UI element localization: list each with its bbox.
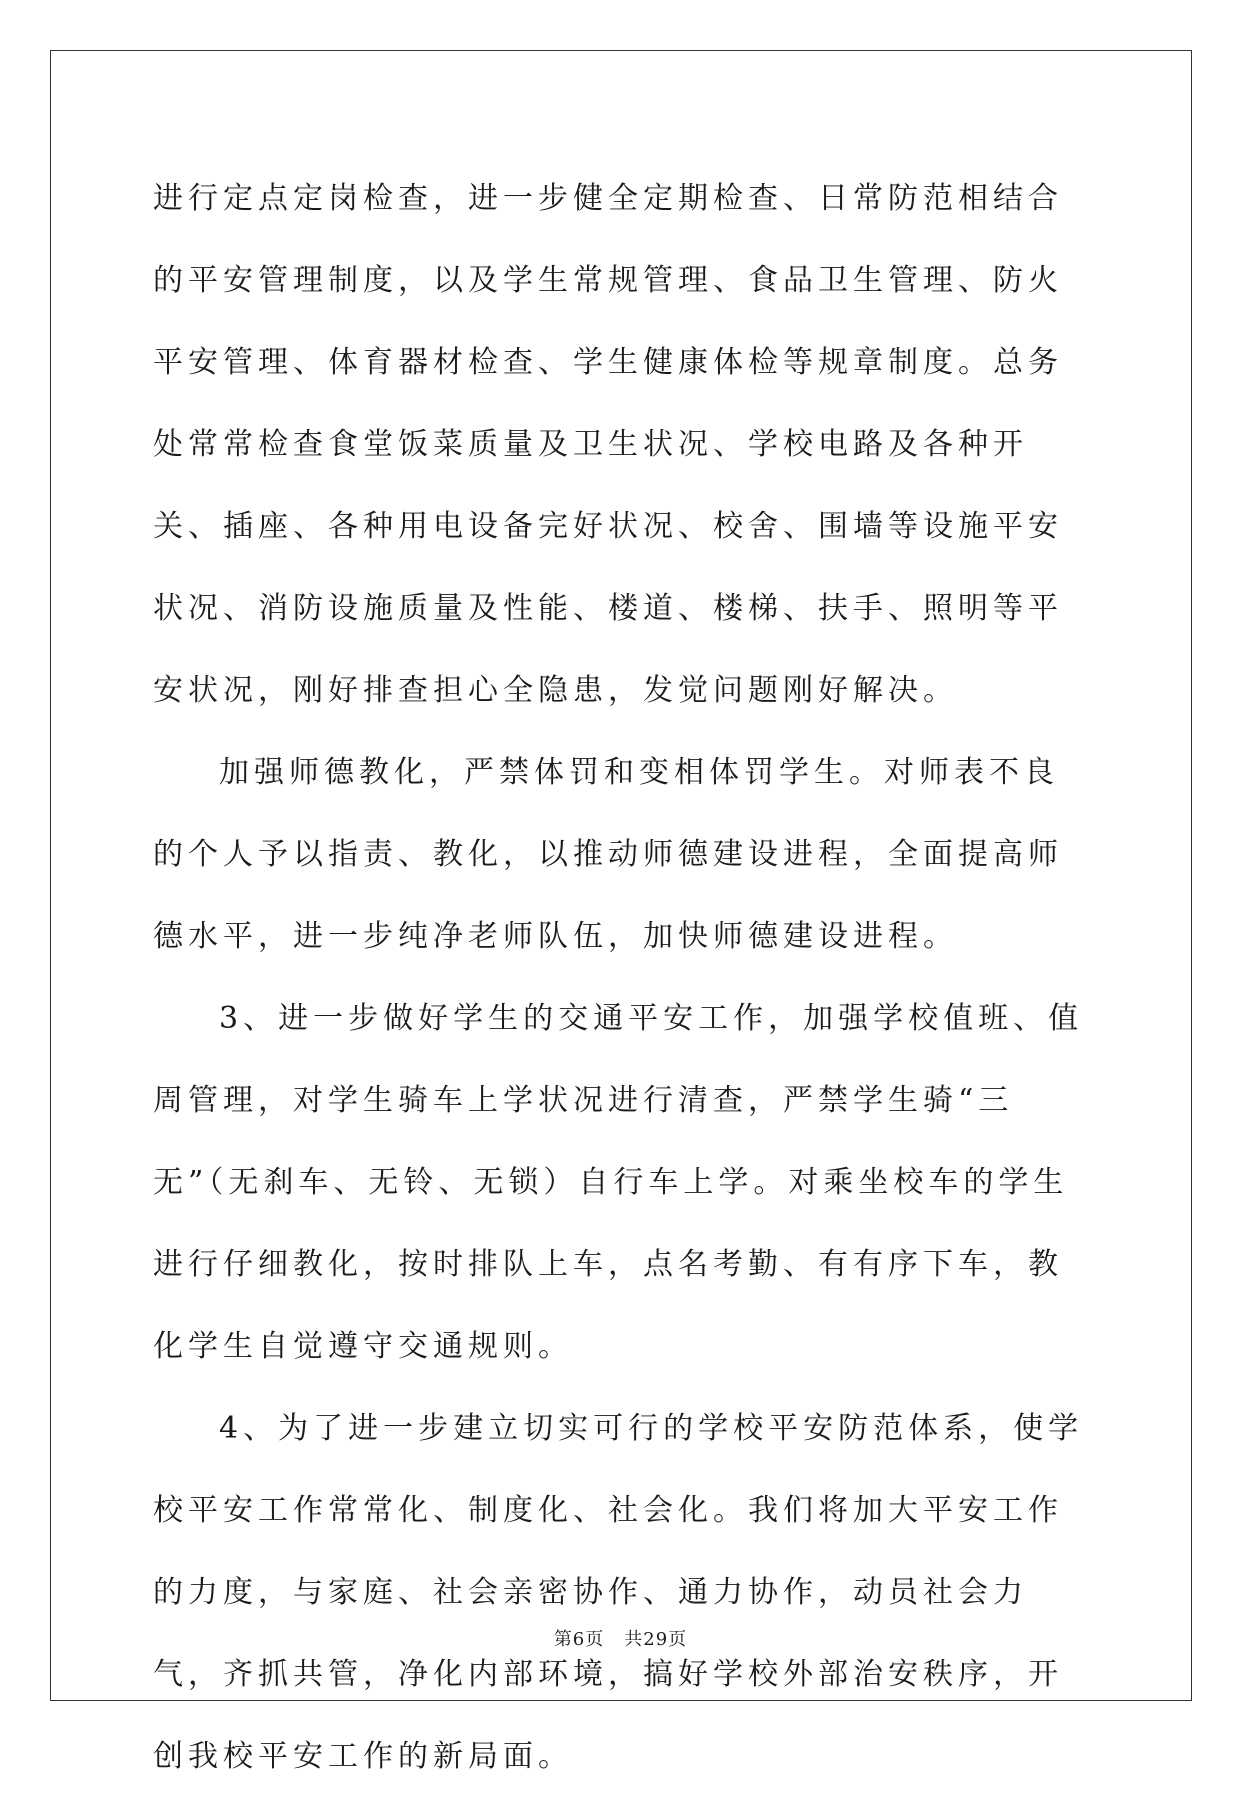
page-footer — [0, 1629, 1241, 1651]
document-body — [153, 158, 1093, 1798]
paragraph-4: 4、为了进一步建立切实可行的学校平安防范体系，使学校平安工作常常化、制度化、社会化。我们将加大平安工作的力度，与家庭、社会亲密协作、通力协作，动员社会力气，齐抓共管，净化内部环境，搞好学校外部治安秩序，开创我校平安工作的新局面。 — [153, 1411, 1084, 1774]
total-page-count: 共29页 — [624, 1629, 688, 1650]
paragraph-3: 3、进一步做好学生的交通平安工作，加强学校值班、值周管理，对学生骑车上学状况进行清查，严禁学生骑“三无”（无刹车、无铃、无锁）自行车上学。对乘坐校车的学生进行仔细教化，按时排队上车，点名考勤、有有序下车，教化学生自觉遵守交通规则。 — [153, 1001, 1084, 1364]
paragraph-2: 加强师德教化，严禁体罚和变相体罚学生。对师表不良的个人予以指责、教化，以推动师德建设进程，全面提高师德水平，进一步纯净老师队伍，加快师德建设进程。 — [153, 755, 1063, 954]
paragraph-1: 进行定点定岗检查，进一步健全定期检查、日常防范相结合的平安管理制度，以及学生常规管理、食品卫生管理、防火平安管理、体育器材检查、学生健康体检等规章制度。总务处常常检查食堂饭菜质量及卫生状况、学校电路及各种开关、插座、各种用电设备完好状况、校舍、围墙等设施平安状况、消防设施质量及性能、楼道、楼梯、扶手、照明等平安状况，刚好排查担心全隐患，发觉问题刚好解决。 — [153, 181, 1063, 708]
current-page-number: 第6页 — [553, 1629, 605, 1650]
